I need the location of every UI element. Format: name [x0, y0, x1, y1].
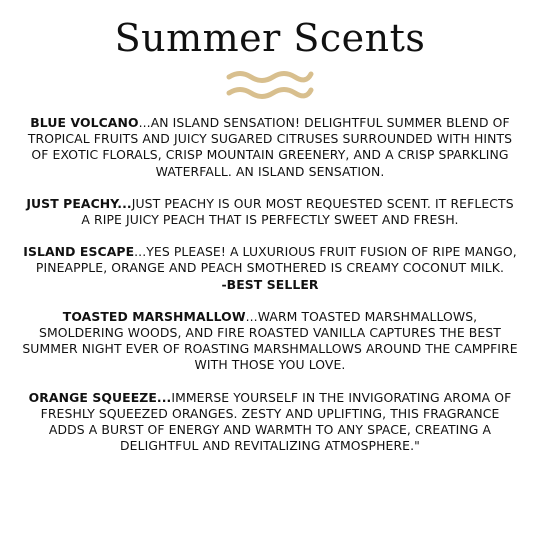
scent-item-toasted-marshmallow: [22, 309, 518, 374]
scent-description: IMMERSE YOURSELF IN THE INVIGORATING AROMA OF FRESHLY SQUEEZED ORANGES. ZESTY AND UPLIFTING, THIS FRAGRANCE ADDS A BURST OF ENERGY AND WARMTH TO ANY SPACE, CREATING A DELIGHTFUL AND REVITALIZING ATMOSPHERE.": [40, 389, 512, 454]
scent-description: ...AN ISLAND SENSATION! DELIGHTFUL SUMMER BLEND OF TROPICAL FRUITS AND JUICY SUGARED CITRUSES SURROUNDED WITH HINTS OF EXOTIC FLORALS, CRISP MOUNTAIN GREENERY, AND A CRISP SPARKLING WATERFALL. AN ISLAND SENSATION.: [27, 115, 513, 179]
scent-name: BLUE VOLCANO: [30, 115, 139, 130]
wave-divider-icon: [225, 68, 315, 104]
scent-name: JUST PEACHY...: [26, 195, 132, 211]
page-title: Summer Scents: [114, 16, 426, 60]
scent-name: ORANGE SQUEEZE...: [28, 389, 172, 405]
wave-line-top: [229, 74, 311, 81]
wave-line-bottom: [229, 90, 311, 97]
best-seller-badge: -BEST SELLER: [221, 276, 319, 292]
scent-description: ...WARM TOASTED MARSHMALLOWS, SMOLDERING WOODS, AND FIRE ROASTED VANILLA CAPTURES THE BEST SUMMER NIGHT EVER OF ROASTING MARSHMALLOWS AROUND THE CAMPFIRE WITH THOSE YOU LOVE.: [22, 308, 518, 373]
scent-description: ...YES PLEASE! A LUXURIOUS FRUIT FUSION OF RIPE MANGO, PINEAPPLE, ORANGE AND PEACH SMOTHERED IS CREAMY COCONUT MILK.: [35, 244, 517, 276]
scent-list: [22, 115, 518, 470]
scent-name: TOASTED MARSHMALLOW: [62, 308, 246, 324]
scent-item-just-peachy: [22, 196, 518, 228]
scent-item-blue-volcano: [22, 115, 518, 180]
scent-item-orange-squeeze: [22, 390, 518, 455]
scent-item-island-escape: [22, 244, 518, 293]
scent-name: ISLAND ESCAPE: [23, 244, 135, 260]
scent-description: JUST PEACHY IS OUR MOST REQUESTED SCENT. IT REFLECTS A RIPE JUICY PEACH THAT IS PERFECTLY SWEET AND FRESH.: [81, 195, 514, 228]
